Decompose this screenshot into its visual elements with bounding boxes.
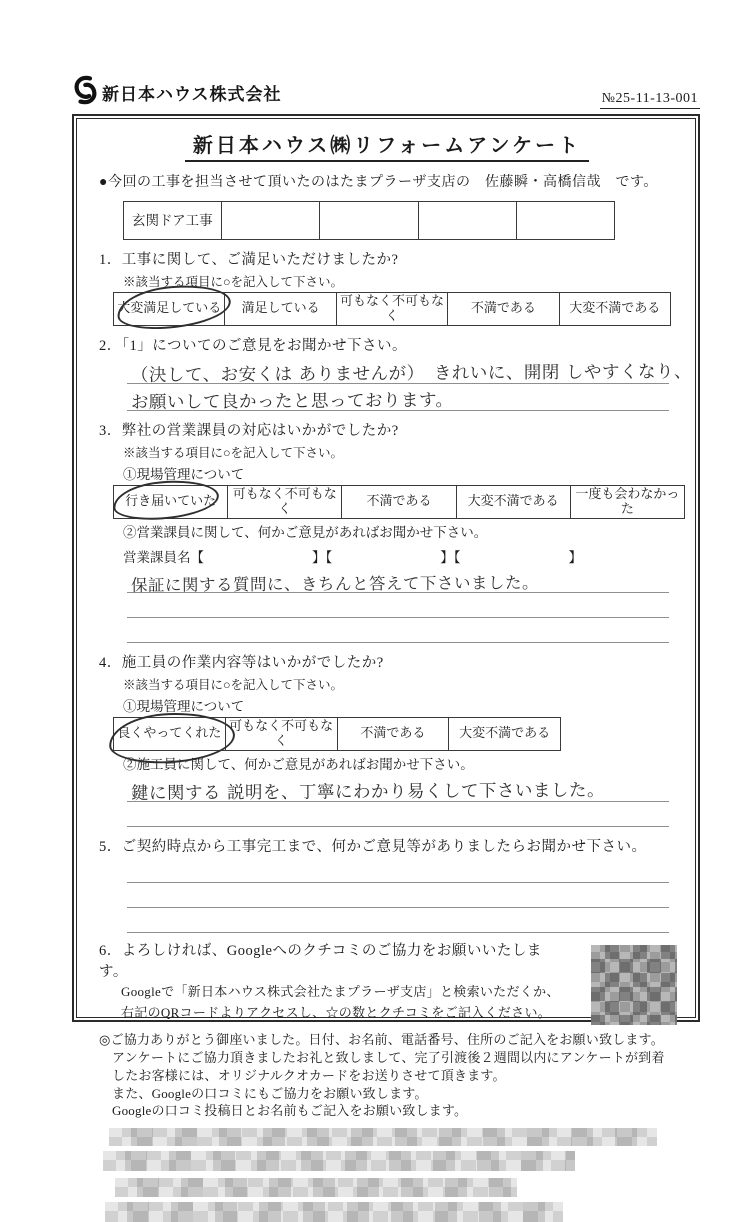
redacted-handwriting-block: [103, 1151, 575, 1171]
q3-option: 可もなく不可もなく: [228, 485, 342, 518]
table-row: [114, 485, 685, 518]
company-logo-icon: [70, 75, 99, 111]
company-name: 新日本ハウス株式会社: [102, 85, 282, 104]
q3-option: 行き届いていた: [114, 485, 228, 518]
q3-handwritten-answer: 保証に関する質問に、きちんと答えて下さいました。: [130, 572, 539, 595]
footer-note: [99, 1031, 675, 1121]
q3-note: ※該当する項目に○を記入して下さい。: [123, 445, 344, 460]
work-type-table: [123, 201, 615, 240]
q3-option: 一度も会わなかった: [570, 485, 684, 518]
q3-answer-area: [127, 568, 669, 643]
q3-options-table: [113, 485, 685, 519]
table-row: [114, 717, 561, 750]
footer-line: したお客様には、オリジナルクオカードをお送りさせて頂きます。: [112, 1067, 506, 1083]
q2-heading: 2．「1」についてのご意見をお聞かせ下さい。: [99, 337, 407, 354]
qr-code-redacted-icon: [591, 945, 677, 1025]
table-row: [124, 202, 615, 240]
work-type-cell: [222, 202, 320, 240]
answer-rule-line: [127, 883, 669, 908]
redacted-handwriting-block: [105, 1202, 563, 1222]
q3-options-wrap: [113, 485, 680, 519]
document-number: №25-11-13-001: [600, 91, 700, 109]
company-brand: [72, 76, 282, 109]
q4-note: ※該当する項目に○を記入して下さい。: [123, 677, 344, 692]
answer-rule-line: [127, 618, 669, 643]
q4-sub2: ②施工員に関して、何かご意見があればお聞かせ下さい。: [123, 756, 474, 772]
q5-heading: 5．ご契約時点から工事完工まで、何かご意見等がありましたらお聞かせ下さい。: [99, 838, 647, 855]
q4-option: 良くやってくれた: [114, 717, 226, 750]
staff-name-brackets: 営業課員名【 】【 】【 】: [123, 549, 582, 565]
q2-handwritten-answer-2: お願いして良かったと思っております。: [130, 390, 454, 413]
q6-line2: 右記のQRコードよりアクセスし、☆の数とクチコミをご記入ください。: [121, 1004, 552, 1020]
work-type-cell: [418, 202, 516, 240]
q1-option: 不満である: [448, 293, 559, 326]
form-frame: [72, 114, 700, 1119]
page-header: [72, 76, 700, 109]
q5-answer-area: [127, 858, 669, 933]
answer-rule-line: [127, 384, 669, 411]
footer-line: Googleの口コミ投稿日とお名前もご記入をお願い致します。: [112, 1103, 468, 1119]
q3-sub1: ①現場管理について: [123, 466, 245, 482]
q3-sub2: ②営業課員に関して、何かご意見があればお聞かせ下さい。: [123, 524, 488, 540]
q6-line1: Googleで「新日本ハウス株式会社たまプラーザ支店」と検索いただくか、: [121, 983, 560, 999]
answer-rule-line: [127, 858, 669, 883]
work-type-cell: [516, 202, 614, 240]
q1-option: 大変不満である: [559, 293, 670, 326]
answer-rule-line: [127, 908, 669, 933]
q4-handwritten-answer: 鍵に関する 説明を、丁寧にわかり易くして下さいました。: [130, 780, 606, 804]
redacted-handwriting-block: [109, 1128, 657, 1146]
footer-line: ◎ご協力ありがとう御座いました。日付、お名前、電話番号、住所のご記入をお願い致します。: [99, 1031, 664, 1047]
q4-options-table: [113, 717, 561, 751]
answer-rule-line: [127, 568, 669, 593]
q1-option: 満足している: [225, 293, 336, 326]
work-type-cell: [320, 202, 418, 240]
q1-note: ※該当する項目に○を記入して下さい。: [123, 275, 344, 289]
q1-options-table: [113, 292, 671, 326]
q6-section: [99, 939, 675, 1023]
q4-heading: 4．施工員の作業内容等はいかがでしたか?: [99, 654, 384, 671]
q4-option: 不満である: [337, 717, 449, 750]
q3-heading: 3．弊社の営業課員の対応はいかがでしたか?: [99, 422, 399, 439]
footer-line: アンケートにご協力頂きましたお礼と致しまして、完了引渡後２週間以内にアンケートが到着: [112, 1049, 665, 1065]
form-title: 新日本ハウス㈱リフォームアンケート: [185, 129, 589, 162]
q4-answer-area: [127, 775, 669, 827]
q1-heading: 1．工事に関して、ご満足いただけましたか?: [99, 252, 399, 268]
footer-line: また、Googleの口コミにもご協力をお願い致します。: [112, 1085, 428, 1101]
table-row: [114, 293, 671, 326]
q4-option: 可もなく不可もなく: [225, 717, 337, 750]
answer-rule-line: [127, 357, 693, 386]
answer-rule-line: [127, 593, 669, 618]
redacted-handwriting-block: [115, 1178, 517, 1197]
intro-line: ●今回の工事を担当させて頂いたのはたまプラーザ支店の 佐藤瞬・高橋信哉 です。: [99, 175, 658, 190]
work-type-cell: 玄関ドア工事: [124, 202, 222, 240]
q4-options-wrap: [113, 717, 675, 751]
q4-sub1: ①現場管理について: [123, 698, 245, 714]
q6-heading: 6．よろしければ、Googleへのクチコミのご協力をお願いいたします。: [99, 942, 542, 980]
q1-option: 可もなく不可もなく: [336, 293, 447, 326]
q3-option: 大変不満である: [456, 485, 570, 518]
q4-option: 大変不満である: [449, 717, 561, 750]
q1-option: 大変満足している: [114, 293, 225, 326]
form-title-wrap: [99, 129, 675, 162]
form-frame-inner: [76, 118, 696, 1119]
answer-rule-line: [127, 775, 669, 802]
q2-answer-area: [127, 357, 693, 413]
q2-handwritten-answer-1: （決して、お安くは ありませんが） きれいに、開閉 しやすくなり、: [130, 361, 693, 386]
answer-rule-line: [127, 802, 669, 827]
q3-option: 不満である: [342, 485, 456, 518]
q1-options-wrap: [113, 292, 675, 326]
